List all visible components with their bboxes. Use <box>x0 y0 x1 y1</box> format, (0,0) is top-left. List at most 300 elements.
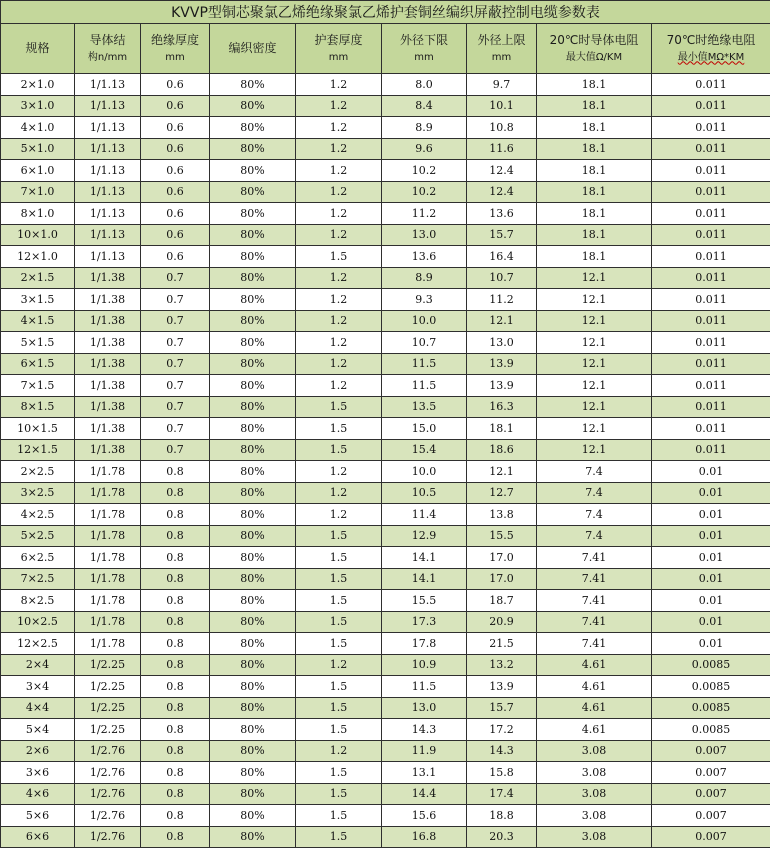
cell-insulation-thickness: 0.8 <box>141 633 210 655</box>
cell-insulation-thickness: 0.7 <box>141 353 210 375</box>
cell-conductor-structure: 1/2.25 <box>75 676 141 698</box>
cell-conductor-structure: 1/1.38 <box>75 267 141 289</box>
cell-insulation-thickness: 0.8 <box>141 697 210 719</box>
cell-conductor-resistance: 18.1 <box>537 181 652 203</box>
cell-od-max: 20.9 <box>467 611 537 633</box>
table-row <box>1 740 770 762</box>
header-label: 外径上限 <box>477 32 526 47</box>
cell-spec: 7×1.5 <box>1 375 75 397</box>
cell-od-min: 15.6 <box>382 805 467 827</box>
cell-insulation-resistance: 0.011 <box>652 375 770 397</box>
cell-od-max: 18.8 <box>467 805 537 827</box>
cell-conductor-structure: 1/2.25 <box>75 719 141 741</box>
cell-od-min: 11.9 <box>382 740 467 762</box>
cell-conductor-structure: 1/1.13 <box>75 117 141 139</box>
cell-insulation-thickness: 0.8 <box>141 482 210 504</box>
cell-conductor-structure: 1/1.38 <box>75 375 141 397</box>
cell-od-min: 15.0 <box>382 418 467 440</box>
col-header-insulation-resistance <box>652 24 770 74</box>
cell-insulation-thickness: 0.6 <box>141 74 210 96</box>
cell-od-max: 13.2 <box>467 654 537 676</box>
cell-spec: 7×1.0 <box>1 181 75 203</box>
cell-braid-density: 80% <box>210 353 296 375</box>
cell-conductor-resistance: 3.08 <box>537 826 652 848</box>
cell-conductor-resistance: 18.1 <box>537 74 652 96</box>
cell-spec: 6×6 <box>1 826 75 848</box>
cell-insulation-thickness: 0.8 <box>141 547 210 569</box>
cell-od-min: 10.0 <box>382 461 467 483</box>
cell-conductor-resistance: 4.61 <box>537 676 652 698</box>
cell-sheath-thickness: 1.2 <box>296 461 382 483</box>
cell-sheath-thickness: 1.5 <box>296 396 382 418</box>
cell-insulation-resistance: 0.01 <box>652 633 770 655</box>
cell-od-max: 15.8 <box>467 762 537 784</box>
table-row <box>1 590 770 612</box>
cell-od-min: 14.1 <box>382 547 467 569</box>
table-row <box>1 654 770 676</box>
cell-spec: 2×2.5 <box>1 461 75 483</box>
cell-conductor-resistance: 3.08 <box>537 805 652 827</box>
cell-od-min: 9.6 <box>382 138 467 160</box>
cell-conductor-structure: 1/1.13 <box>75 95 141 117</box>
cell-insulation-resistance: 0.011 <box>652 332 770 354</box>
cell-conductor-structure: 1/1.13 <box>75 138 141 160</box>
cell-sheath-thickness: 1.2 <box>296 224 382 246</box>
cell-insulation-resistance: 0.011 <box>652 95 770 117</box>
table-row <box>1 568 770 590</box>
cell-od-min: 17.3 <box>382 611 467 633</box>
cell-od-max: 18.6 <box>467 439 537 461</box>
cell-sheath-thickness: 1.5 <box>296 418 382 440</box>
cell-conductor-structure: 1/1.13 <box>75 181 141 203</box>
cell-conductor-resistance: 7.41 <box>537 611 652 633</box>
cell-conductor-structure: 1/1.38 <box>75 353 141 375</box>
cell-od-max: 17.0 <box>467 568 537 590</box>
header-unit: mm <box>328 51 349 63</box>
cell-conductor-structure: 1/1.38 <box>75 310 141 332</box>
col-header-od-min <box>382 24 467 74</box>
cell-od-min: 11.5 <box>382 353 467 375</box>
cell-braid-density: 80% <box>210 461 296 483</box>
table-row <box>1 267 770 289</box>
cell-spec: 2×1.5 <box>1 267 75 289</box>
cell-braid-density: 80% <box>210 504 296 526</box>
col-header-spec <box>1 24 75 74</box>
cell-insulation-resistance: 0.007 <box>652 783 770 805</box>
cell-od-min: 13.5 <box>382 396 467 418</box>
cell-sheath-thickness: 1.5 <box>296 525 382 547</box>
cell-braid-density: 80% <box>210 676 296 698</box>
cell-od-min: 17.8 <box>382 633 467 655</box>
col-header-insulation-thickness <box>141 24 210 74</box>
cell-insulation-thickness: 0.8 <box>141 590 210 612</box>
cell-conductor-resistance: 4.61 <box>537 719 652 741</box>
col-header-braid-density <box>210 24 296 74</box>
table-row <box>1 224 770 246</box>
table-row <box>1 289 770 311</box>
cell-spec: 3×1.5 <box>1 289 75 311</box>
table-row <box>1 525 770 547</box>
table-row <box>1 461 770 483</box>
cell-braid-density: 80% <box>210 310 296 332</box>
cell-insulation-resistance: 0.007 <box>652 805 770 827</box>
cell-braid-density: 80% <box>210 375 296 397</box>
cell-spec: 8×2.5 <box>1 590 75 612</box>
cell-spec: 3×1.0 <box>1 95 75 117</box>
cell-spec: 3×4 <box>1 676 75 698</box>
cell-od-min: 11.5 <box>382 676 467 698</box>
header-label: 70℃时绝缘电阻 <box>666 32 756 47</box>
cell-braid-density: 80% <box>210 826 296 848</box>
cell-insulation-resistance: 0.011 <box>652 224 770 246</box>
cell-insulation-thickness: 0.8 <box>141 654 210 676</box>
cell-sheath-thickness: 1.5 <box>296 547 382 569</box>
cell-od-max: 17.4 <box>467 783 537 805</box>
cell-od-max: 13.8 <box>467 504 537 526</box>
cell-spec: 8×1.0 <box>1 203 75 225</box>
cell-od-min: 8.9 <box>382 117 467 139</box>
cell-braid-density: 80% <box>210 418 296 440</box>
cell-insulation-resistance: 0.0085 <box>652 654 770 676</box>
cell-od-min: 13.0 <box>382 697 467 719</box>
cell-spec: 12×2.5 <box>1 633 75 655</box>
cell-braid-density: 80% <box>210 160 296 182</box>
table-row <box>1 633 770 655</box>
cell-braid-density: 80% <box>210 289 296 311</box>
cell-spec: 12×1.5 <box>1 439 75 461</box>
cell-sheath-thickness: 1.5 <box>296 676 382 698</box>
cell-od-max: 13.9 <box>467 375 537 397</box>
header-unit: mm <box>165 51 185 63</box>
cell-conductor-structure: 1/1.38 <box>75 289 141 311</box>
table-row <box>1 719 770 741</box>
table-row <box>1 353 770 375</box>
cell-od-max: 9.7 <box>467 74 537 96</box>
cell-braid-density: 80% <box>210 267 296 289</box>
table-row <box>1 117 770 139</box>
table-row <box>1 375 770 397</box>
cell-od-max: 14.3 <box>467 740 537 762</box>
cell-sheath-thickness: 1.5 <box>296 826 382 848</box>
cell-sheath-thickness: 1.5 <box>296 805 382 827</box>
cell-insulation-resistance: 0.011 <box>652 310 770 332</box>
cell-insulation-thickness: 0.6 <box>141 203 210 225</box>
table-row <box>1 203 770 225</box>
cell-od-max: 13.9 <box>467 353 537 375</box>
cell-conductor-resistance: 7.4 <box>537 504 652 526</box>
cell-insulation-thickness: 0.8 <box>141 719 210 741</box>
cell-od-max: 18.1 <box>467 418 537 440</box>
cell-od-min: 10.9 <box>382 654 467 676</box>
cell-od-min: 10.0 <box>382 310 467 332</box>
cell-sheath-thickness: 1.2 <box>296 310 382 332</box>
cell-braid-density: 80% <box>210 783 296 805</box>
col-header-conductor-structure <box>75 24 141 74</box>
col-header-od-max <box>467 24 537 74</box>
cell-insulation-thickness: 0.8 <box>141 762 210 784</box>
cell-sheath-thickness: 1.2 <box>296 332 382 354</box>
cell-spec: 7×2.5 <box>1 568 75 590</box>
header-unit: 最大值Ω/KM <box>565 51 623 63</box>
cell-spec: 6×1.0 <box>1 160 75 182</box>
cell-braid-density: 80% <box>210 181 296 203</box>
cell-braid-density: 80% <box>210 611 296 633</box>
cell-spec: 5×1.5 <box>1 332 75 354</box>
cell-conductor-structure: 1/2.76 <box>75 805 141 827</box>
header-label: 护套厚度 <box>314 32 363 47</box>
cell-od-min: 13.1 <box>382 762 467 784</box>
cell-conductor-resistance: 7.4 <box>537 461 652 483</box>
cell-braid-density: 80% <box>210 332 296 354</box>
cell-od-max: 16.3 <box>467 396 537 418</box>
cell-insulation-resistance: 0.0085 <box>652 697 770 719</box>
cell-insulation-thickness: 0.7 <box>141 418 210 440</box>
cell-insulation-thickness: 0.6 <box>141 138 210 160</box>
cell-conductor-resistance: 12.1 <box>537 375 652 397</box>
cell-insulation-thickness: 0.7 <box>141 267 210 289</box>
cell-insulation-thickness: 0.8 <box>141 676 210 698</box>
cell-od-max: 13.0 <box>467 332 537 354</box>
cell-conductor-structure: 1/1.78 <box>75 482 141 504</box>
table-row <box>1 439 770 461</box>
table-body <box>1 74 770 848</box>
cell-conductor-resistance: 7.41 <box>537 633 652 655</box>
cell-od-min: 15.4 <box>382 439 467 461</box>
cell-sheath-thickness: 1.5 <box>296 611 382 633</box>
cell-sheath-thickness: 1.2 <box>296 267 382 289</box>
cell-od-max: 13.6 <box>467 203 537 225</box>
header-label: 绝缘厚度 <box>150 32 199 47</box>
cell-sheath-thickness: 1.2 <box>296 504 382 526</box>
column-header-row <box>1 24 770 74</box>
cell-conductor-resistance: 12.1 <box>537 396 652 418</box>
cell-spec: 2×6 <box>1 740 75 762</box>
cell-od-min: 12.9 <box>382 525 467 547</box>
cell-insulation-thickness: 0.8 <box>141 504 210 526</box>
header-label: 编织密度 <box>228 41 277 55</box>
cell-od-max: 11.2 <box>467 289 537 311</box>
table-row <box>1 160 770 182</box>
cell-insulation-thickness: 0.8 <box>141 525 210 547</box>
cell-insulation-resistance: 0.011 <box>652 353 770 375</box>
cell-od-min: 14.1 <box>382 568 467 590</box>
cell-spec: 4×2.5 <box>1 504 75 526</box>
cell-od-min: 16.8 <box>382 826 467 848</box>
cell-conductor-resistance: 18.1 <box>537 160 652 182</box>
table-row <box>1 504 770 526</box>
cell-insulation-thickness: 0.8 <box>141 461 210 483</box>
cell-conductor-resistance: 7.41 <box>537 590 652 612</box>
header-label: 规格 <box>25 41 50 55</box>
cell-od-max: 10.8 <box>467 117 537 139</box>
cell-braid-density: 80% <box>210 482 296 504</box>
cell-od-min: 13.0 <box>382 224 467 246</box>
cell-spec: 2×4 <box>1 654 75 676</box>
cell-od-min: 11.4 <box>382 504 467 526</box>
cell-braid-density: 80% <box>210 590 296 612</box>
cell-insulation-resistance: 0.011 <box>652 418 770 440</box>
table-row <box>1 138 770 160</box>
cell-spec: 8×1.5 <box>1 396 75 418</box>
cell-spec: 4×1.5 <box>1 310 75 332</box>
cell-sheath-thickness: 1.5 <box>296 783 382 805</box>
cell-insulation-resistance: 0.007 <box>652 826 770 848</box>
cell-braid-density: 80% <box>210 740 296 762</box>
cell-insulation-resistance: 0.011 <box>652 289 770 311</box>
cell-conductor-resistance: 7.4 <box>537 525 652 547</box>
table-row <box>1 181 770 203</box>
cell-sheath-thickness: 1.2 <box>296 181 382 203</box>
cell-od-max: 10.1 <box>467 95 537 117</box>
table-row <box>1 762 770 784</box>
cell-sheath-thickness: 1.2 <box>296 375 382 397</box>
cell-od-max: 12.1 <box>467 461 537 483</box>
cell-spec: 12×1.0 <box>1 246 75 268</box>
col-header-sheath-thickness <box>296 24 382 74</box>
header-label: 导体结 <box>89 32 126 47</box>
cell-insulation-thickness: 0.6 <box>141 95 210 117</box>
cell-braid-density: 80% <box>210 547 296 569</box>
cell-insulation-thickness: 0.7 <box>141 289 210 311</box>
cell-conductor-resistance: 7.41 <box>537 568 652 590</box>
cell-conductor-structure: 1/2.76 <box>75 762 141 784</box>
cell-conductor-resistance: 18.1 <box>537 203 652 225</box>
cell-od-min: 14.3 <box>382 719 467 741</box>
cell-sheath-thickness: 1.2 <box>296 95 382 117</box>
cell-insulation-thickness: 0.6 <box>141 224 210 246</box>
cell-od-min: 15.5 <box>382 590 467 612</box>
cell-insulation-thickness: 0.8 <box>141 568 210 590</box>
cell-spec: 6×1.5 <box>1 353 75 375</box>
cell-spec: 5×2.5 <box>1 525 75 547</box>
cell-insulation-thickness: 0.7 <box>141 375 210 397</box>
cell-conductor-structure: 1/1.13 <box>75 74 141 96</box>
cell-conductor-resistance: 18.1 <box>537 224 652 246</box>
cell-sheath-thickness: 1.2 <box>296 160 382 182</box>
cell-insulation-thickness: 0.8 <box>141 611 210 633</box>
cell-od-max: 11.6 <box>467 138 537 160</box>
cell-sheath-thickness: 1.2 <box>296 289 382 311</box>
cell-conductor-resistance: 18.1 <box>537 246 652 268</box>
cell-insulation-resistance: 0.011 <box>652 396 770 418</box>
cell-spec: 4×6 <box>1 783 75 805</box>
cell-insulation-thickness: 0.7 <box>141 332 210 354</box>
cell-od-max: 12.1 <box>467 310 537 332</box>
cell-conductor-resistance: 18.1 <box>537 138 652 160</box>
table-row <box>1 74 770 96</box>
table-row <box>1 418 770 440</box>
table-row <box>1 396 770 418</box>
cell-conductor-resistance: 12.1 <box>537 267 652 289</box>
cell-conductor-resistance: 18.1 <box>537 95 652 117</box>
cell-insulation-resistance: 0.011 <box>652 246 770 268</box>
cell-conductor-structure: 1/2.76 <box>75 740 141 762</box>
cell-braid-density: 80% <box>210 762 296 784</box>
cell-conductor-structure: 1/1.78 <box>75 461 141 483</box>
header-unit: mm <box>491 51 512 63</box>
cell-conductor-structure: 1/1.38 <box>75 439 141 461</box>
cell-braid-density: 80% <box>210 224 296 246</box>
cell-conductor-resistance: 12.1 <box>537 310 652 332</box>
cell-od-min: 8.0 <box>382 74 467 96</box>
cell-insulation-resistance: 0.01 <box>652 482 770 504</box>
cell-insulation-resistance: 0.01 <box>652 504 770 526</box>
cell-insulation-thickness: 0.8 <box>141 740 210 762</box>
table-row <box>1 246 770 268</box>
cell-spec: 3×2.5 <box>1 482 75 504</box>
cell-conductor-structure: 1/1.13 <box>75 246 141 268</box>
cell-insulation-resistance: 0.011 <box>652 117 770 139</box>
table-row <box>1 805 770 827</box>
cell-od-max: 16.4 <box>467 246 537 268</box>
table-row <box>1 482 770 504</box>
cell-braid-density: 80% <box>210 203 296 225</box>
cell-conductor-structure: 1/1.38 <box>75 418 141 440</box>
cell-insulation-resistance: 0.0085 <box>652 676 770 698</box>
cell-braid-density: 80% <box>210 697 296 719</box>
cell-insulation-resistance: 0.011 <box>652 138 770 160</box>
cell-insulation-thickness: 0.7 <box>141 396 210 418</box>
cell-od-min: 11.5 <box>382 375 467 397</box>
cell-od-min: 13.6 <box>382 246 467 268</box>
cell-insulation-resistance: 0.01 <box>652 547 770 569</box>
cell-insulation-resistance: 0.01 <box>652 525 770 547</box>
cell-od-min: 9.3 <box>382 289 467 311</box>
cell-od-max: 21.5 <box>467 633 537 655</box>
cell-conductor-resistance: 12.1 <box>537 439 652 461</box>
cell-insulation-resistance: 0.011 <box>652 74 770 96</box>
cell-insulation-thickness: 0.6 <box>141 246 210 268</box>
cell-conductor-resistance: 4.61 <box>537 697 652 719</box>
cell-conductor-structure: 1/1.13 <box>75 160 141 182</box>
cell-sheath-thickness: 1.2 <box>296 740 382 762</box>
cell-od-min: 10.2 <box>382 181 467 203</box>
cell-insulation-resistance: 0.007 <box>652 762 770 784</box>
cell-braid-density: 80% <box>210 568 296 590</box>
cell-conductor-structure: 1/2.25 <box>75 697 141 719</box>
table-row <box>1 332 770 354</box>
cell-sheath-thickness: 1.5 <box>296 439 382 461</box>
table-row <box>1 783 770 805</box>
cell-braid-density: 80% <box>210 246 296 268</box>
cell-sheath-thickness: 1.2 <box>296 117 382 139</box>
cell-od-max: 12.4 <box>467 160 537 182</box>
cell-insulation-resistance: 0.011 <box>652 160 770 182</box>
cell-conductor-resistance: 7.41 <box>537 547 652 569</box>
header-unit: mm <box>414 51 434 63</box>
table-row <box>1 547 770 569</box>
cell-conductor-resistance: 4.61 <box>537 654 652 676</box>
cell-conductor-resistance: 12.1 <box>537 289 652 311</box>
cell-conductor-structure: 1/2.76 <box>75 826 141 848</box>
cell-conductor-structure: 1/1.13 <box>75 224 141 246</box>
header-label: 外径下限 <box>399 32 448 47</box>
cell-conductor-structure: 1/1.78 <box>75 590 141 612</box>
cell-conductor-structure: 1/1.78 <box>75 547 141 569</box>
cell-insulation-resistance: 0.01 <box>652 461 770 483</box>
cell-sheath-thickness: 1.2 <box>296 74 382 96</box>
cell-spec: 5×4 <box>1 719 75 741</box>
cell-braid-density: 80% <box>210 117 296 139</box>
cell-insulation-resistance: 0.0085 <box>652 719 770 741</box>
cell-insulation-thickness: 0.8 <box>141 826 210 848</box>
cell-spec: 5×6 <box>1 805 75 827</box>
cell-conductor-structure: 1/1.78 <box>75 525 141 547</box>
table-row <box>1 611 770 633</box>
cell-od-max: 15.5 <box>467 525 537 547</box>
cell-conductor-structure: 1/1.13 <box>75 203 141 225</box>
cell-insulation-resistance: 0.011 <box>652 203 770 225</box>
